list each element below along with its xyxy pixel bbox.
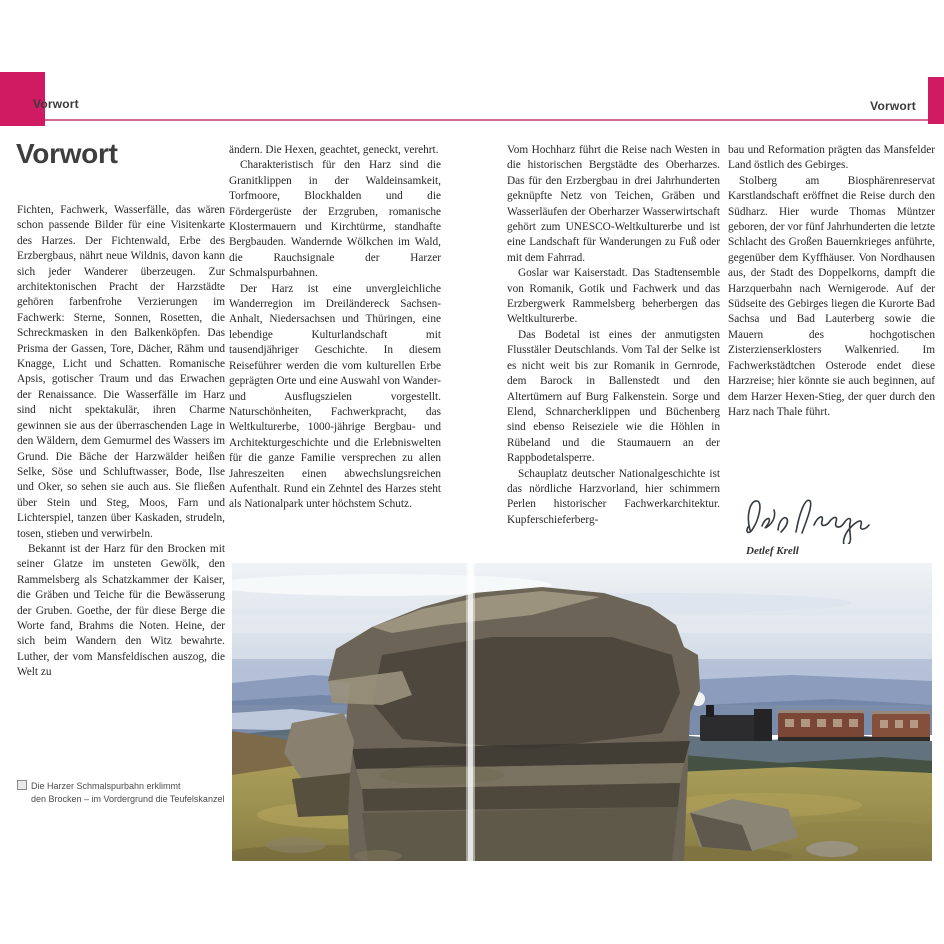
body-paragraph: Der Harz ist eine unvergleichliche Wanderregion im Dreiländereck Sachsen-Anhalt, Niedersachsen und Thüringen, eine lebendige Kulturlandschaft mit tausendjähriger Geschichte. In diesem Reiseführer werden die vom kulturellen Erbe geprägten Orte und eine Auswahl von Wander- und Ausflugszielen vorgestellt. Naturschönheiten, Fachwerkpracht, das Weltkulturerbe, 1000-jährige Bergbau- und Architekturgeschichte und die Erlebniswelten für die ganze Familie versprechen zu allen Jahreszeiten einen abwechslungsreichen Aufenthalt. Rund ein Zehntel des Harzes steht als Nationalpark unter höchstem Schutz.	[229, 282, 441, 511]
body-paragraph: Schauplatz deutscher Nationalgeschichte ist das nördliche Harzvorland, hier schimmern Perlen historischer Fachwerkarchitektur. Kupferschieferberg-	[507, 467, 720, 526]
chapter-tab-right	[928, 77, 944, 124]
page-title: Vorwort	[16, 138, 118, 169]
photo-caption	[17, 779, 232, 806]
body-paragraph: Stolberg am Biosphärenreservat Karstlandschaft eröffnet die Reise durch den Südharz. Hier wurde Thomas Müntzer geboren, der vor fünf Jahrhunderten die letzte Schlacht des Großen Bauernkrieges anführte, gegenüber dem Kyffhäuser. Von Nordhausen aus, der Stadt des Doppelkorns, dampft die Harzquerbahn nach Wernigerode. Auf der Südseite des Gebirges liegen die Kurorte Bad Sachsa und Bad Lauterberg sowie die Mauern des hochgotischen Zisterzienserklosters Walkenried. Im Fachwerkstädtchen Osterode endet diese Harzreise; hier könnte sie auch beginnen, auf dem Harzer Hexen-Stieg, der quer durch den Harz nach Thale führt.	[728, 174, 935, 418]
running-header-left: Vorwort	[33, 97, 79, 111]
text-column-1	[17, 203, 225, 681]
landscape-photo	[232, 563, 932, 861]
header-rule	[28, 119, 933, 121]
body-paragraph: Fichten, Fachwerk, Wasserfälle, das wären schon passende Bilder für eine Visitenkarte des Harzes. Der Fichtenwald, Erbe des Erzbergbaus, nährt neue Wildnis, davon kann sich jeder Wanderer überzeugen. Zur architektonischen Pracht der Harzstädte gehören farbenfrohe Verzierungen im Fachwerk: Sterne, Sonnen, Rosetten, die Schreckmasken in den Balkenköpfen. Das Prisma der Gassen, Tore, Dächer, Rähm und Knagge, Licht und Schatten. Romanische Apsis, gotischer Traum und das Erwachen der Renaissance. Die Wasserfälle im Harz sind nicht spektakulär, ihren Charme gewinnen sie aus der überraschenden Lage in den Wäldern, dem Gemurmel des Wassers im Grund. Die Bäche der Harzwälder heißen Selke, Söse und Schluftwasser, Bode, Ilse und Oker, so sehen sie auch aus. Sie fließen über Stein und Steg, Moos, Farn und Lichterspiel, tanzen über Kaskaden, strudeln, tosen, stieben und verwirbeln.	[17, 204, 225, 540]
caption-line: Die Harzer Schmalspurbahn erklimmt	[31, 781, 181, 791]
body-paragraph: Goslar war Kaiserstadt. Das Stadtensemble von Romanik, Gotik und Fachwerk und das Erzbergwerk Rammelsberg beherbergen das Weltkulturerbe.	[507, 267, 720, 326]
text-column-4	[728, 143, 935, 491]
body-paragraph: Das Bodetal ist eines der anmutigsten Flusstäler Deutschlands. Vom Tal der Selke ist es nicht weit bis zur Romanik in Gernrode, dem Barock in Ballenstedt und den Altertümern auf Burg Falkenstein. Sorge und Elend, Schnarcherklippen und Büchenberg sind ebenso Reiseziele wie die Höhlen in Rübeland und die Staumauern an der Rappbodetalsperre.	[507, 328, 720, 465]
caption-line: den Brocken – im Vordergrund die Teufelskanzel	[31, 794, 225, 804]
signature-scribble	[740, 488, 890, 544]
running-header-right: Vorwort	[870, 99, 916, 113]
body-paragraph: bau und Reformation prägten das Mansfelder Land östlich des Gebirges.	[728, 144, 935, 172]
body-paragraph: Vom Hochharz führt die Reise nach Westen in die historischen Bergstädte des Oberharzes. Das für den Erzbergbau in drei Jahrhunderten geknüpfte Netz von Teichen, Gräben und Wasserläufen der Oberharzer Wasserwirtschaft gehört zum UNESCO-Weltkulturerbe und ist eine Landschaft für Wanderungen zu Fuß oder mit dem Fahrrad.	[507, 144, 720, 264]
signature-printed-name: Detlef Krell	[746, 545, 799, 557]
body-paragraph: ändern. Die Hexen, geachtet, geneckt, verehrt.	[229, 144, 439, 156]
author-signature	[740, 488, 930, 557]
photo-frame-icon	[17, 780, 27, 790]
locomotive	[700, 715, 762, 741]
body-paragraph: Bekannt ist der Harz für den Brocken mit seiner Glatze im unsteten Gewölk, den Rammelsberg als Schatzkammer der Kaiser, die Gräben und Teiche für die Bewässerung der Gruben. Goethe, der für diese Berge die Worte fand, Brahms die Noten. Heine, der sich beim Wandern den Witz bewahrte. Luther, der vom Mansfeldischen auszog, die Welt zu	[17, 542, 225, 679]
text-column-2	[229, 143, 441, 561]
body-paragraph: Charakteristisch für den Harz sind die Granitklippen in der Waldeinsamkeit, Torfmoore, Blockhalden und die Fördergerüste der Erzgruben, romanische Klostermauern und Kirchtürme, standhafte Bergbauden. Wandernde Wölkchen im Wald, die Rauchsignale der Harzer Schmalspurbahnen.	[229, 159, 441, 280]
text-column-3	[507, 143, 720, 561]
book-gutter-fold	[466, 563, 475, 861]
